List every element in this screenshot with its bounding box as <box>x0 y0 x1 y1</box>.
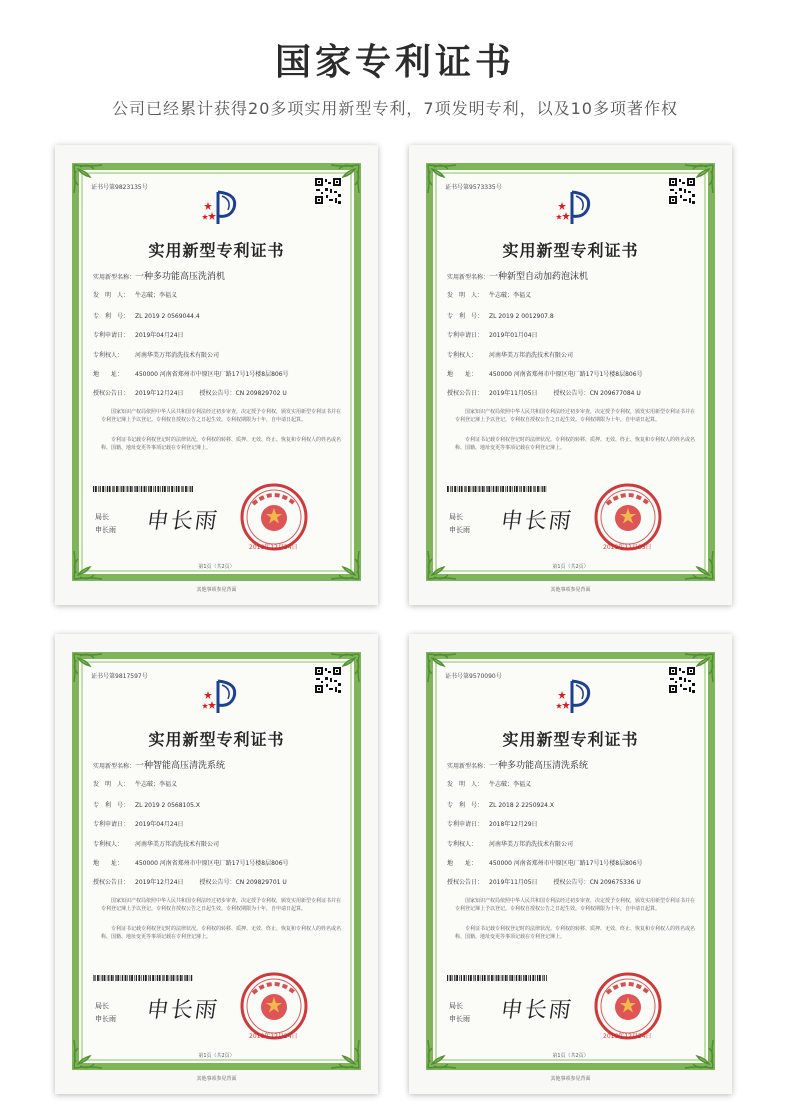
director-signature: 申长雨 <box>144 998 221 1023</box>
certificate-title: 实用新型专利证书 <box>148 730 285 749</box>
address-label: 地 址： <box>93 860 124 867</box>
certificate-body-text: 专利证书记载专利权登记时的法律状况。专利权的转移、质押、无效、终止、恢复和专利权人的姓名或名称、国籍、地址变更等事项记载在专利登记簿上。 <box>455 437 696 451</box>
grant-date: 2019年11月05日 <box>489 390 538 397</box>
certificate-body-text: 专利证书记载专利权登记时的法律状况。专利权的转移、质押、无效、终止、恢复和专利权人的姓名或名称、国籍、地址变更等事项记载在专利登记簿上。 <box>101 437 342 451</box>
filing-date: 2019年01月04日 <box>489 332 538 339</box>
patent-owner: 河南华美万邦消洗技术有限公司 <box>135 841 220 848</box>
patent-number-label: 专 利 号： <box>93 313 130 320</box>
director-name: 申长雨 <box>449 526 470 534</box>
certificate-number: 证书号第9573335号 <box>445 184 502 191</box>
address: 450000 河南省郑州市中原区电厂路17号1号楼8层806号 <box>135 371 289 378</box>
inventor-row <box>447 290 531 299</box>
certificate-title: 实用新型专利证书 <box>502 730 639 749</box>
page-title: 国家专利证书 <box>274 42 515 83</box>
announce-label: 授权公告号： <box>199 879 236 886</box>
patent-office-logo-icon <box>554 677 596 717</box>
director-title: 局长 <box>95 1002 109 1010</box>
page-number: 第1页（共2页） <box>552 564 589 570</box>
owner-row <box>93 350 219 359</box>
address-row <box>447 858 643 867</box>
page-number: 第1页（共2页） <box>198 564 235 570</box>
inventor-label: 发 明 人： <box>447 292 484 299</box>
certificate-frame <box>72 163 361 581</box>
qr-code-icon <box>314 177 342 205</box>
certificate-body-text: 国家知识产权局依照中华人民共和国专利法经过初步审查，决定授予专利权，颁发实用新型专利证书并在专利登记簿上予以登记。专利权自授权公告之日起生效。专利权期限为十年，自申请日起算。 <box>455 409 696 423</box>
certificate-title: 实用新型专利证书 <box>502 241 639 260</box>
utility-model-name: 一种智能高压清洗系统 <box>135 761 226 771</box>
patent-office-logo-icon <box>200 188 242 228</box>
certificate-card <box>409 145 732 605</box>
seal-date: 2019年12月24日 <box>249 544 298 551</box>
grant-date-label: 授权公告日： <box>447 390 484 397</box>
page-number: 第1页（共2页） <box>198 1053 235 1059</box>
name-row <box>447 758 588 771</box>
filing-date-row <box>93 330 184 339</box>
owner-row <box>93 839 219 848</box>
inventor-label: 发 明 人： <box>93 781 130 788</box>
certificate-frame <box>426 163 715 581</box>
filing-date: 2018年12月29日 <box>489 821 538 828</box>
certificate-body-text: 专利证书记载专利权登记时的法律状况。专利权的转移、质押、无效、终止、恢复和专利权人的姓名或名称、国籍、地址变更等事项记载在专利登记簿上。 <box>101 926 342 940</box>
owner-label: 专利权人： <box>93 841 124 848</box>
grant-date: 2019年12月24日 <box>135 390 184 397</box>
owner-row <box>447 350 573 359</box>
corner-ornament-icon <box>72 163 106 197</box>
address-row <box>93 369 289 378</box>
certificate-body-text: 专利证书记载专利权登记时的法律状况。专利权的转移、质押、无效、终止、恢复和专利权人的姓名或名称、国籍、地址变更等事项记载在专利登记簿上。 <box>455 926 696 940</box>
director-name: 申长雨 <box>95 526 116 534</box>
patent-number-label: 专 利 号： <box>93 802 130 809</box>
patent-owner: 河南华美万邦消洗技术有限公司 <box>489 841 574 848</box>
qr-code-icon <box>668 666 696 694</box>
address-row <box>447 369 643 378</box>
announce-label: 授权公告号： <box>199 390 236 397</box>
inventor-label: 发 明 人： <box>93 292 130 299</box>
inventor: 牛志破；李福义 <box>135 292 178 299</box>
barcode-icon <box>447 486 547 492</box>
certificate-title: 实用新型专利证书 <box>148 241 285 260</box>
certificate-card <box>55 145 378 605</box>
filing-date-label: 专利申请日： <box>93 821 130 828</box>
patent-number-row <box>447 311 554 320</box>
page-number: 第1页（共2页） <box>552 1053 589 1059</box>
address-row <box>93 858 289 867</box>
director-name: 申长雨 <box>449 1015 470 1023</box>
announce-number: CN 209677084 U <box>589 390 641 397</box>
qr-code-icon <box>314 666 342 694</box>
certificate-number: 证书号第9817597号 <box>91 673 148 680</box>
grant-date: 2019年12月24日 <box>135 879 184 886</box>
grant-row <box>447 388 641 397</box>
grant-row <box>93 388 287 397</box>
filing-date-row <box>447 330 538 339</box>
certificate-number: 证书号第9570090号 <box>445 673 502 680</box>
inventor-label: 发 明 人： <box>447 781 484 788</box>
director-signature: 申长雨 <box>144 509 221 534</box>
qr-code-icon <box>668 177 696 205</box>
grant-date-label: 授权公告日： <box>93 879 130 886</box>
name-label: 实用新型名称： <box>93 763 136 770</box>
name-row <box>93 269 225 282</box>
certificate-card <box>409 634 732 1094</box>
utility-model-name: 一种多功能高压洗消机 <box>135 272 226 282</box>
patent-number: ZL 2019 2 0012907.8 <box>489 313 554 320</box>
barcode-icon <box>93 486 193 492</box>
name-label: 实用新型名称： <box>447 763 490 770</box>
patent-number: ZL 2018 2 2250924.X <box>489 802 555 809</box>
seal-date: 2019年12月24日 <box>603 1033 652 1040</box>
certificate-footer-note: 其他事项参见背面 <box>196 1076 237 1082</box>
certificate-body-text: 国家知识产权局依照中华人民共和国专利法经过初步审查，决定授予专利权，颁发实用新型专利证书并在专利登记簿上予以登记。专利权自授权公告之日起生效。专利权期限为十年，自申请日起算。 <box>455 898 696 912</box>
certificate-footer-note: 其他事项参见背面 <box>550 587 591 593</box>
announce-number: CN 209829702 U <box>235 390 287 397</box>
filing-date: 2019年04月24日 <box>135 821 184 828</box>
certificate-frame <box>72 652 361 1070</box>
announce-number: CN 209829701 U <box>235 879 287 886</box>
inventor: 牛志破；李福义 <box>135 781 178 788</box>
address-label: 地 址： <box>93 371 124 378</box>
certificate-body-text: 国家知识产权局依照中华人民共和国专利法经过初步审查，决定授予专利权，颁发实用新型专利证书并在专利登记簿上予以登记。专利权自授权公告之日起生效。专利权期限为十年，自申请日起算。 <box>101 898 342 912</box>
grant-date: 2019年11月05日 <box>489 879 538 886</box>
patent-owner: 河南华美万邦消洗技术有限公司 <box>135 352 220 359</box>
address-label: 地 址： <box>447 860 478 867</box>
address-label: 地 址： <box>447 371 478 378</box>
patent-number-label: 专 利 号： <box>447 313 484 320</box>
grant-row <box>447 877 641 886</box>
owner-label: 专利权人： <box>447 841 478 848</box>
owner-label: 专利权人： <box>93 352 124 359</box>
director-title: 局长 <box>449 1002 463 1010</box>
patent-office-logo-icon <box>200 677 242 717</box>
certificate-card <box>55 634 378 1094</box>
owner-label: 专利权人： <box>447 352 478 359</box>
grant-date-label: 授权公告日： <box>447 879 484 886</box>
patent-number-label: 专 利 号： <box>447 802 484 809</box>
name-row <box>447 269 588 282</box>
name-label: 实用新型名称： <box>93 274 136 281</box>
filing-date: 2019年04月24日 <box>135 332 184 339</box>
director-title: 局长 <box>95 513 109 521</box>
announce-label: 授权公告号： <box>553 390 590 397</box>
address: 450000 河南省郑州市中原区电厂路17号1号楼8层806号 <box>489 371 643 378</box>
name-label: 实用新型名称： <box>447 274 490 281</box>
director-title: 局长 <box>449 513 463 521</box>
utility-model-name: 一种新型自动加药泡沫机 <box>489 272 589 282</box>
certificate-footer-note: 其他事项参见背面 <box>550 1076 591 1082</box>
director-signature: 申长雨 <box>498 509 575 534</box>
barcode-icon <box>93 975 193 981</box>
filing-date-label: 专利申请日： <box>447 332 484 339</box>
grant-date-label: 授权公告日： <box>93 390 130 397</box>
certificate-body-text: 国家知识产权局依照中华人民共和国专利法经过初步审查，决定授予专利权，颁发实用新型专利证书并在专利登记簿上予以登记。专利权自授权公告之日起生效。专利权期限为十年，自申请日起算。 <box>101 409 342 423</box>
patent-owner: 河南华美万邦消洗技术有限公司 <box>489 352 574 359</box>
address: 450000 河南省郑州市中原区电厂路17号1号楼8层806号 <box>489 860 643 867</box>
certificate-number: 证书号第9823135号 <box>91 184 148 191</box>
certificate-footer-note: 其他事项参见背面 <box>196 587 237 593</box>
filing-date-label: 专利申请日： <box>93 332 130 339</box>
corner-ornament-icon <box>72 652 106 686</box>
patent-office-logo-icon <box>554 188 596 228</box>
seal-date: 2019年11月05日 <box>603 544 652 551</box>
seal-date: 2019年12月24日 <box>249 1033 298 1040</box>
corner-ornament-icon <box>426 652 460 686</box>
grant-row <box>93 877 287 886</box>
filing-date-label: 专利申请日： <box>447 821 484 828</box>
announce-number: CN 209675336 U <box>589 879 641 886</box>
patent-number-row <box>93 800 200 809</box>
patent-number: ZL 2019 2 0568105.X <box>135 802 201 809</box>
address: 450000 河南省郑州市中原区电厂路17号1号楼8层806号 <box>135 860 289 867</box>
utility-model-name: 一种多功能高压清洗系统 <box>489 761 589 771</box>
inventor-row <box>447 779 531 788</box>
patent-number-row <box>447 800 554 809</box>
inventor: 牛志破；李福义 <box>489 781 532 788</box>
filing-date-row <box>93 819 184 828</box>
corner-ornament-icon <box>426 163 460 197</box>
inventor-row <box>93 779 177 788</box>
filing-date-row <box>447 819 538 828</box>
name-row <box>93 758 225 771</box>
director-signature: 申长雨 <box>498 998 575 1023</box>
barcode-icon <box>447 975 547 981</box>
inventor-row <box>93 290 177 299</box>
inventor: 牛志破；李福义 <box>489 292 532 299</box>
announce-label: 授权公告号： <box>553 879 590 886</box>
patent-number-row <box>93 311 200 320</box>
owner-row <box>447 839 573 848</box>
director-name: 申长雨 <box>95 1015 116 1023</box>
patent-number: ZL 2019 2 0569044.4 <box>135 313 200 320</box>
certificate-frame <box>426 652 715 1070</box>
page-subtitle: 公司已经累计获得20多项实用新型专利，7项发明专利，以及10多项著作权 <box>112 99 678 118</box>
